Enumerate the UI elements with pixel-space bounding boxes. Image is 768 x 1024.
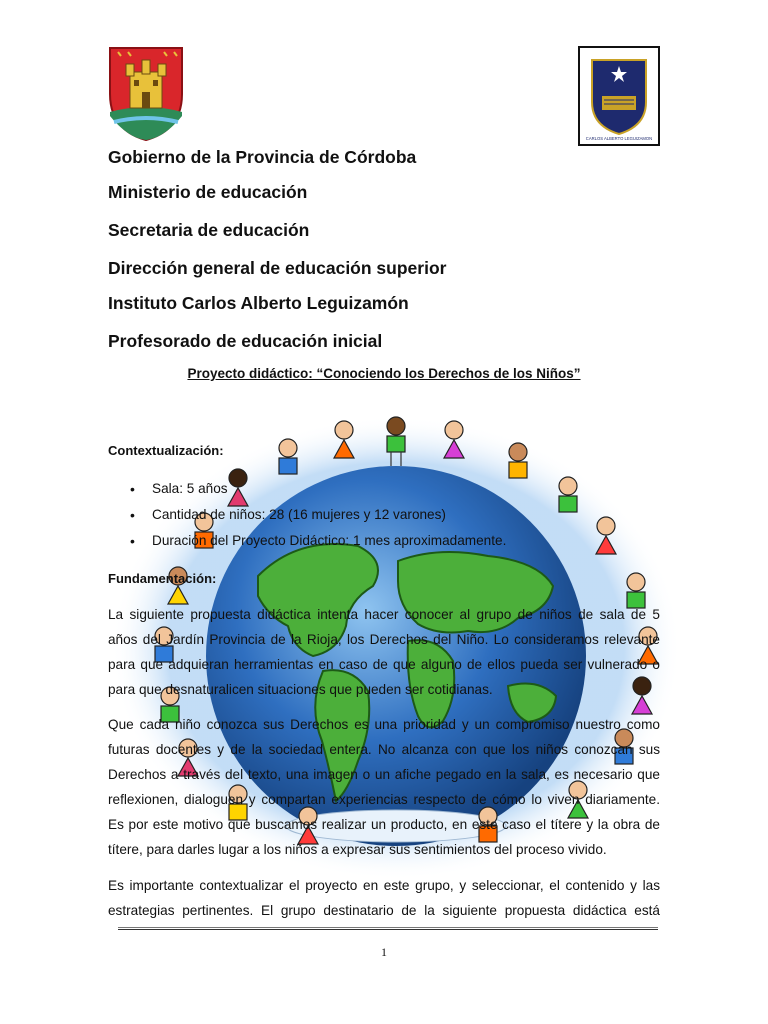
foundation-heading: Fundamentación: <box>108 571 217 586</box>
list-item: • Cantidad de niños: 28 (16 mujeres y 12 varones) <box>130 502 650 528</box>
header-line-directorate: Dirección general de educación superior <box>108 258 447 278</box>
paragraph-3 <box>108 873 660 923</box>
institute-seal-icon <box>578 46 660 146</box>
paragraph-line: futuras docentes y de la sociedad entera. No alcanza con que los niños conozcan sus <box>108 742 660 757</box>
list-item: • Sala: 5 años <box>130 476 650 502</box>
header-line-ministry: Ministerio de educación <box>108 182 308 202</box>
paragraph-line: para que adquieran herramientas en caso de que alguno de ellos pueda ser vulnerado o <box>108 657 660 672</box>
paragraph-line: títere, para darles lugar a los niños a expresar sus sentimientos del proceso vivido. <box>108 842 607 857</box>
paragraph-line: Que cada niño conozca sus Derechos es una prioridad y un compromiso nuestro como <box>108 717 660 732</box>
footer-divider <box>118 927 658 930</box>
paragraph-line: Es por este motivo que buscamos realizar un producto, en este caso el títere y la obra de <box>108 817 660 832</box>
paragraph-line: años del Jardín Provincia de la Rioja, los Derechos del Niño. Lo consideramos relevante <box>108 632 660 647</box>
page-number: 1 <box>381 945 387 959</box>
header-line-program: Profesorado de educación inicial <box>108 331 383 351</box>
crest-of-cordoba-icon <box>104 42 188 142</box>
list-item: • Duración del Proyecto Didáctico: 1 mes aproximadamente. <box>130 528 650 554</box>
seal-caption: CARLOS ALBERTO LEGUIZAMON <box>585 136 653 141</box>
paragraph-line: Es importante contextualizar el proyecto en este grupo, y seleccionar, el contenido y las <box>108 878 660 893</box>
paragraph-line: para que desnaturalicen situaciones que pueden ser cotidianas. <box>108 682 493 697</box>
paragraph-line: estrategias pertinentes. El grupo destinatario de la siguiente propuesta didáctica está <box>108 903 660 918</box>
document-title: Proyecto didáctico: “Conociendo los Derechos de los Niños” <box>187 366 581 381</box>
context-list <box>130 476 650 554</box>
header-line-secretariat: Secretaria de educación <box>108 220 310 240</box>
paragraph-line: reflexionen, dialoguen y compartan experiencias respecto de cómo lo viven diariamente. <box>108 792 660 807</box>
context-heading: Contextualización: <box>108 443 224 458</box>
header-line-government: Gobierno de la Provincia de Córdoba <box>108 147 417 167</box>
paragraph-line: La siguiente propuesta didáctica intenta hacer conocer al grupo de niños de sala de 5 <box>108 607 660 622</box>
paragraph-2 <box>108 712 660 862</box>
header-line-institute: Instituto Carlos Alberto Leguizamón <box>108 293 409 313</box>
paragraph-1 <box>108 602 660 702</box>
paragraph-line: Derechos a través del texto, una imagen o un afiche pegado en la sala, es necesario que <box>108 767 660 782</box>
